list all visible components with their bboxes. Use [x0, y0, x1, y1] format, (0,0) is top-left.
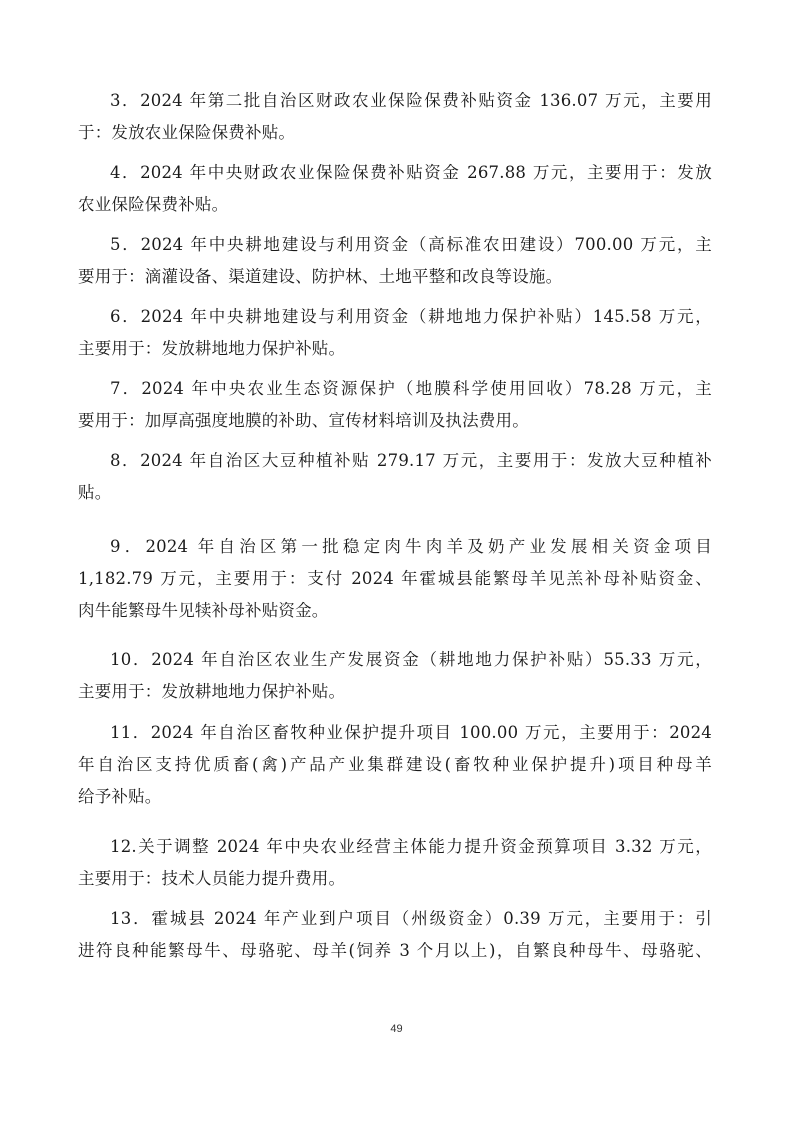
- paragraph-line: 11．2024 年自治区畜牧种业保护提升项目 100.00 万元，主要用于：2024: [110, 723, 712, 742]
- paragraph-line: 9．2024 年自治区第一批稳定肉牛肉羊及奶产业发展相关资金项目: [110, 537, 712, 556]
- paragraph-line: 年自治区支持优质畜(禽)产品产业集群建设(畜牧种业保护提升)项目种母羊: [78, 755, 712, 774]
- paragraph-line: 给予补贴。: [78, 787, 162, 806]
- paragraph-line: 主要用于：发放耕地地力保护补贴。: [78, 682, 346, 701]
- paragraph-line: 要用于：加厚高强度地膜的补助、宣传材料培训及执法费用。: [78, 411, 529, 430]
- page-number: 49: [390, 1023, 403, 1035]
- paragraph-line: 1,182.79 万元，主要用于：支付 2024 年霍城县能繁母羊见羔补母补贴资金、: [78, 569, 712, 588]
- paragraph-line: 4．2024 年中央财政农业保险保费补贴资金 267.88 万元，主要用于：发放: [110, 163, 712, 182]
- paragraph-line: 农业保险保费补贴。: [78, 195, 229, 214]
- paragraph-line: 要用于：滴灌设备、渠道建设、防护林、土地平整和改良等设施。: [78, 267, 563, 286]
- paragraph-line: 进符良种能繁母牛、母骆驼、母羊(饲养 3 个月以上)，自繁良种母牛、母骆驼、: [78, 941, 712, 960]
- paragraph-line: 肉牛能繁母牛见犊补母补贴资金。: [78, 601, 329, 620]
- paragraph-line: 6．2024 年中央耕地建设与利用资金（耕地地力保护补贴）145.58 万元，: [110, 307, 712, 326]
- paragraph-line: 贴。: [78, 483, 112, 502]
- paragraph-line: 主要用于：技术人员能力提升费用。: [78, 869, 346, 888]
- paragraph-line: 10．2024 年自治区农业生产发展资金（耕地地力保护补贴）55.33 万元，: [110, 650, 712, 669]
- paragraph-line: 主要用于：发放耕地地力保护补贴。: [78, 339, 346, 358]
- paragraph-line: 3．2024 年第二批自治区财政农业保险保费补贴资金 136.07 万元，主要用: [110, 91, 712, 110]
- paragraph-line: 7．2024 年中央农业生态资源保护（地膜科学使用回收）78.28 万元，主: [110, 379, 712, 398]
- paragraph-line: 于：发放农业保险保费补贴。: [78, 123, 296, 142]
- paragraph-line: 13．霍城县 2024 年产业到户项目（州级资金）0.39 万元，主要用于：引: [110, 909, 712, 928]
- paragraph-line: 8．2024 年自治区大豆种植补贴 279.17 万元，主要用于：发放大豆种植补: [110, 451, 712, 470]
- paragraph-line: 5．2024 年中央耕地建设与利用资金（高标准农田建设）700.00 万元，主: [110, 235, 712, 254]
- paragraph-line: 12.关于调整 2024 年中央农业经营主体能力提升资金预算项目 3.32 万元，: [110, 837, 712, 856]
